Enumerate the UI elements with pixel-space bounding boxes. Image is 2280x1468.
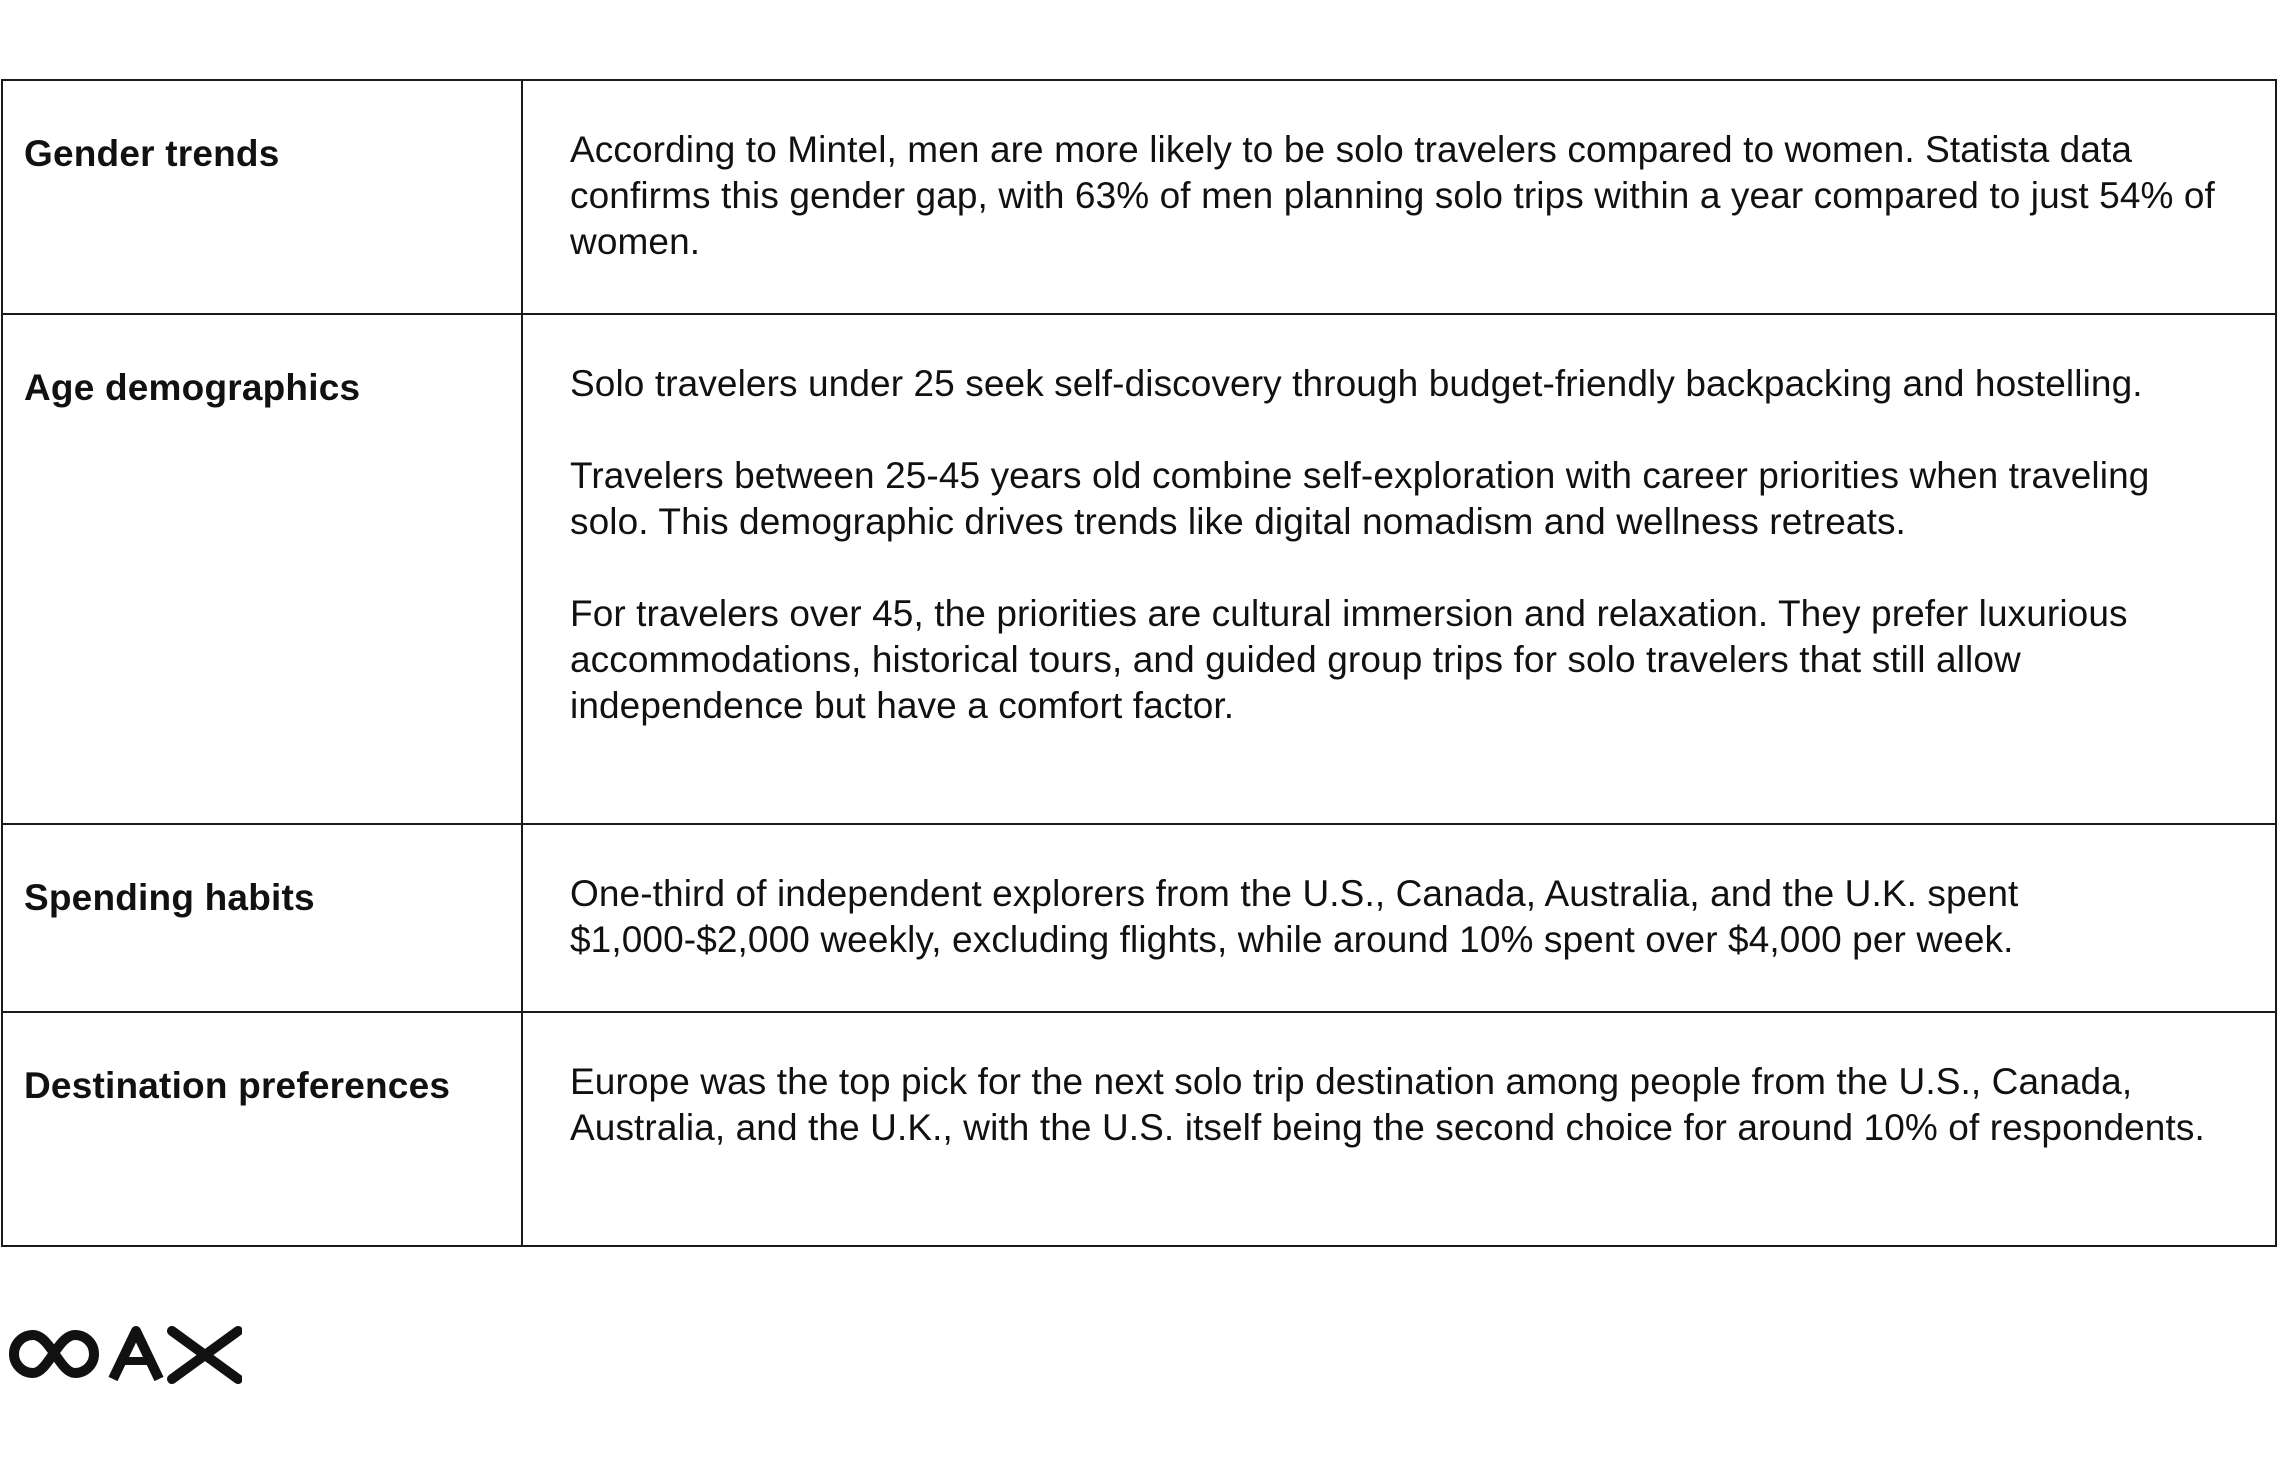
paragraph: According to Mintel, men are more likely to be solo travelers compared to women. Statista data confirms this gender gap, with 63% of men planning solo trips within a year compared to just 54% of women. xyxy=(570,129,2215,262)
table-row xyxy=(2,1012,2276,1246)
row-content-cell xyxy=(522,80,2276,314)
coax-logo-icon xyxy=(0,1323,242,1385)
row-content-destination-preferences xyxy=(523,1013,2275,1199)
row-content-age-demographics xyxy=(523,315,2275,777)
table-row xyxy=(2,80,2276,314)
solo-travel-table xyxy=(1,79,2277,1247)
row-label-spending-habits: Spending habits xyxy=(24,877,315,918)
row-label-cell xyxy=(2,314,522,824)
paragraph: One-third of independent explorers from the U.S., Canada, Australia, and the U.K. spent $1,000-$2,000 weekly, excluding flights, while around 10% spent over $4,000 per week. xyxy=(570,873,2019,960)
row-label-destination-preferences: Destination preferences xyxy=(24,1065,451,1106)
row-label-cell xyxy=(2,1012,522,1246)
row-label-gender-trends: Gender trends xyxy=(24,133,280,174)
row-label-cell xyxy=(2,80,522,314)
paragraph: Europe was the top pick for the next solo trip destination among people from the U.S., Canada, Australia, and the U.K., with the U.S. itself being the second choice for around 10% of respondents. xyxy=(570,1061,2205,1148)
row-content-cell xyxy=(522,314,2276,824)
row-label-cell xyxy=(2,824,522,1012)
paragraph: Travelers between 25-45 years old combine self-exploration with career priorities when traveling solo. This demographic drives trends like digital nomadism and wellness retreats. xyxy=(570,455,2150,542)
paragraph: For travelers over 45, the priorities are cultural immersion and relaxation. They prefer luxurious accommodations, historical tours, and guided group trips for solo travelers that still allow independence but have a comfort factor. xyxy=(570,593,2128,726)
row-label-age-demographics: Age demographics xyxy=(24,367,361,408)
row-content-cell xyxy=(522,1012,2276,1246)
row-content-cell xyxy=(522,824,2276,1012)
table-row xyxy=(2,824,2276,1012)
table-row xyxy=(2,314,2276,824)
row-content-spending-habits xyxy=(523,825,2275,1011)
paragraph: Solo travelers under 25 seek self-discovery through budget-friendly backpacking and hostelling. xyxy=(570,363,2143,404)
row-content-gender-trends xyxy=(523,81,2275,313)
